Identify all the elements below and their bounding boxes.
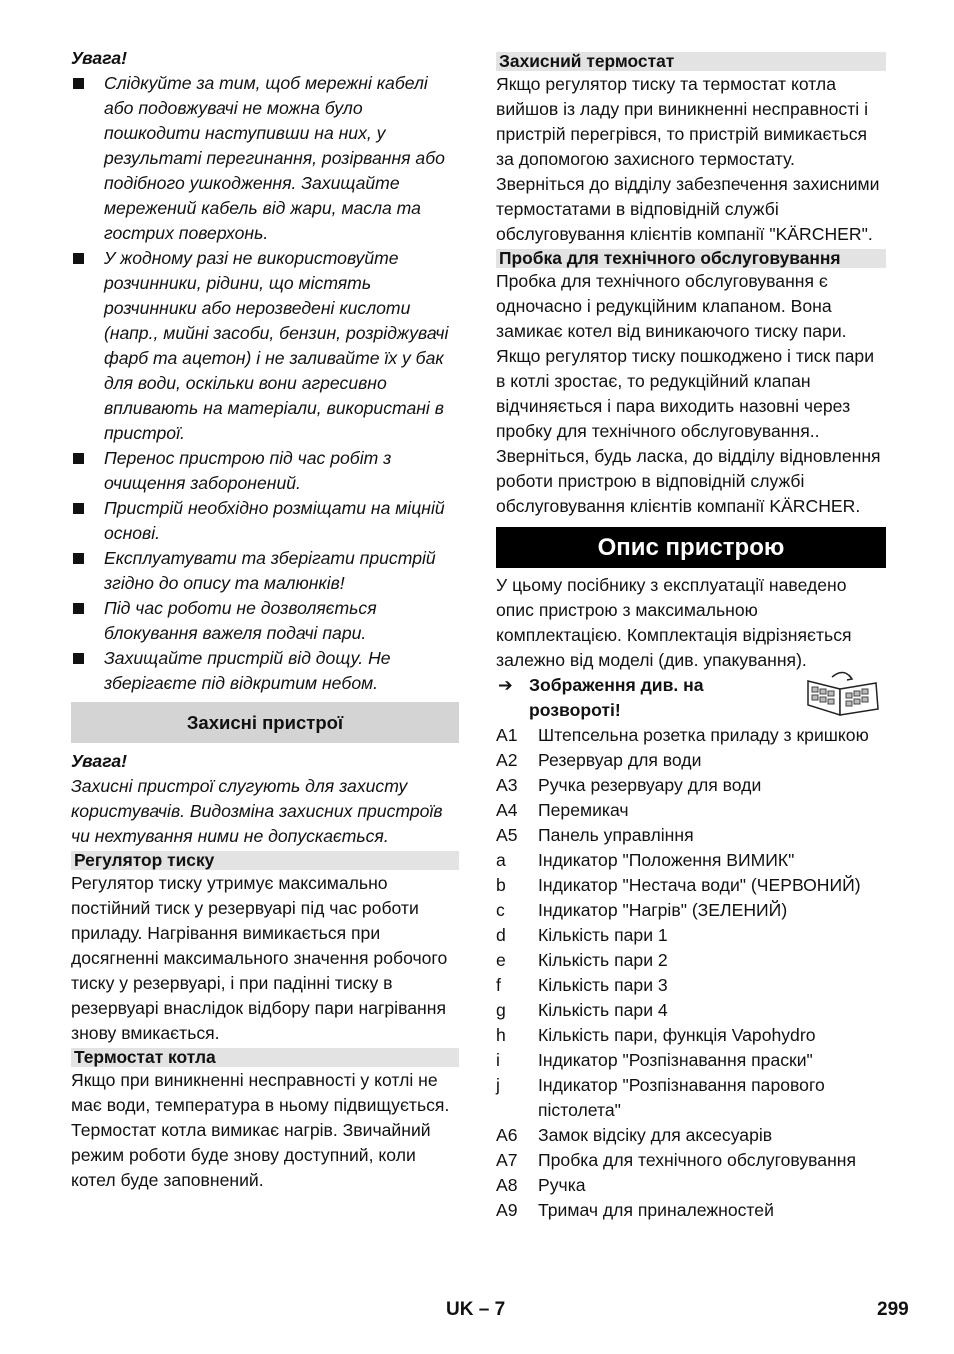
warning-item: У жодному разі не використовуйте розчинники, рідини, що містять розчинники або нерозведені кислоти (напр., мийні засоби, бензин, розріджувачі фарб та ацетон) і не заливайте їх у бак для води, оскільки вони агресивно впливають на матеріали, використані в пристрої. [71,246,459,446]
right-column [496,46,886,1223]
see-illustration-text: Зображення див. на розвороті! [529,675,704,720]
warning-title: Увага! [71,751,128,771]
boiler-thermostat-text: Якщо при виникненні несправності у котлі не має води, температура в ньому підвищується. Термостат котла вимикає нагрів. Звичайний режим роботи буде знову доступний, коли котел буде заповнений. [71,1070,450,1190]
safety-thermostat-text: Якщо регулятор тиску та термостат котла вийшов із ладу при виникненні несправності і пристрій перегрівся, то пристрій вимикається за допомогою захисного термостату. Зверніться до відділу забезпечення захисними термостатами в відповідній службі обслуговування клієнтів компанії "KÄRCHER". [496,74,880,244]
legend-item: j Індикатор "Розпізнавання парового пістолета" [496,1075,825,1120]
legend-item: A3 Ручка резервуару для води [496,775,762,795]
legend-item: A4 Перемикач [496,800,629,820]
square-bullet-icon [73,78,84,89]
device-description-text: У цьому посібнику з експлуатації наведено опис пристрою з максимальною комплектацією. Комплектація відрізняється залежно від моделі (див. упакування). [496,575,852,670]
legend-item: A6 Замок відсіку для аксесуарів [496,1125,773,1145]
square-bullet-icon [73,603,84,614]
legend-item: A5 Панель управління [496,825,694,845]
legend-item: f Кількість пари 3 [496,975,668,995]
warning-item: Слідкуйте за тим, щоб мережні кабелі або подовжувачі не можна було пошкодити наступивши на них, у результаті перегинання, розірвання або подібного ушкодження. Захищайте мережений кабель від жари, масла та гострих поверхонь. [71,71,459,246]
square-bullet-icon [73,653,84,664]
legend-item: A7 Пробка для технічного обслуговування [496,1150,857,1170]
subheading-safety-thermostat: Захисний термостат [496,52,886,71]
legend-item: A1 Штепсельна розетка приладу з кришкою [496,725,869,745]
warning-item: Під час роботи не дозволяється блокування важеля подачі пари. [71,596,459,646]
subheading-pressure-regulator: Регулятор тиску [71,851,459,870]
page-number: 299 [877,1299,909,1320]
warning-item: Захищайте пристрій від дощу. Не зберігаєте під відкритим небом. [71,646,459,696]
legend-item: a Індикатор "Положення ВИМИК" [496,850,795,870]
warning-list [71,71,459,696]
legend-item: e Кількість пари 2 [496,950,668,970]
legend-item: h Кількість пари, функція Vapohydro [496,1025,816,1045]
warning-title: Увага! [71,48,128,68]
subheading-boiler-thermostat: Термостат котла [71,1048,459,1067]
legend-item: g Кількість пари 4 [496,1000,668,1020]
left-column [71,46,459,1193]
legend-item: b Індикатор "Нестача води" (ЧЕРВОНИЙ) [496,875,861,895]
pressure-regulator-text: Регулятор тиску утримує максимально постійний тиск у резервуарі під час роботи приладу. Нагрівання вимикається при досягненні максимального значення робочого тиску у резервуарі, і при падінні тиску в резервуарі внаслідок відбору пари нагрівання знову вмикається. [71,873,448,1043]
legend-item: d Кількість пари 1 [496,925,668,945]
legend-item: A8 Ручка [496,1175,586,1195]
section-heading-protective-devices: Захисні пристрої [71,702,459,743]
legend-item: A2 Резервуар для води [496,750,702,770]
warning-item: Пристрій необхідно розміщати на міцній основі. [71,496,459,546]
legend-item: c Індикатор "Нагрів" (ЗЕЛЕНИЙ) [496,900,788,920]
legend-item: i Індикатор "Розпізнавання праски" [496,1050,813,1070]
warning-item: Перенос пристрою під час робіт з очищення заборонений. [71,446,459,496]
section-heading-device-description: Опис пристрою [496,527,886,568]
subheading-maintenance-plug: Пробка для технічного обслуговування [496,249,886,268]
square-bullet-icon [73,253,84,264]
warning-item: Експлуатувати та зберігати пристрій згідно до опису та малюнків! [71,546,459,596]
arrow-right-icon: ➔ [498,675,513,695]
warning-text: Захисні пристрої слугують для захисту користувачів. Видозміна захисних пристроїв чи нехтування ними не допускається. [71,776,443,846]
square-bullet-icon [73,553,84,564]
open-book-icon [802,669,882,717]
see-illustration-note [496,673,886,723]
footer-section-code: UK – 7 [446,1299,506,1320]
square-bullet-icon [73,453,84,464]
component-legend [496,723,886,1223]
square-bullet-icon [73,503,84,514]
maintenance-plug-text: Пробка для технічного обслуговування є одночасно і редукційним клапаном. Вона замикає котел від виникаючого тиску пари. Якщо регулятор тиску пошкоджено і тиск пари в котлі зростає, то редукційний клапан відчиняється і пара виходить назовні через пробку для технічного обслуговування.. Зверніться, будь ласка, до відділу відновлення роботи пристрою в відповідній службі обслуговування клієнтів компанії KÄRCHER. [496,271,881,516]
legend-item: A9 Тримач для приналежностей [496,1200,774,1220]
